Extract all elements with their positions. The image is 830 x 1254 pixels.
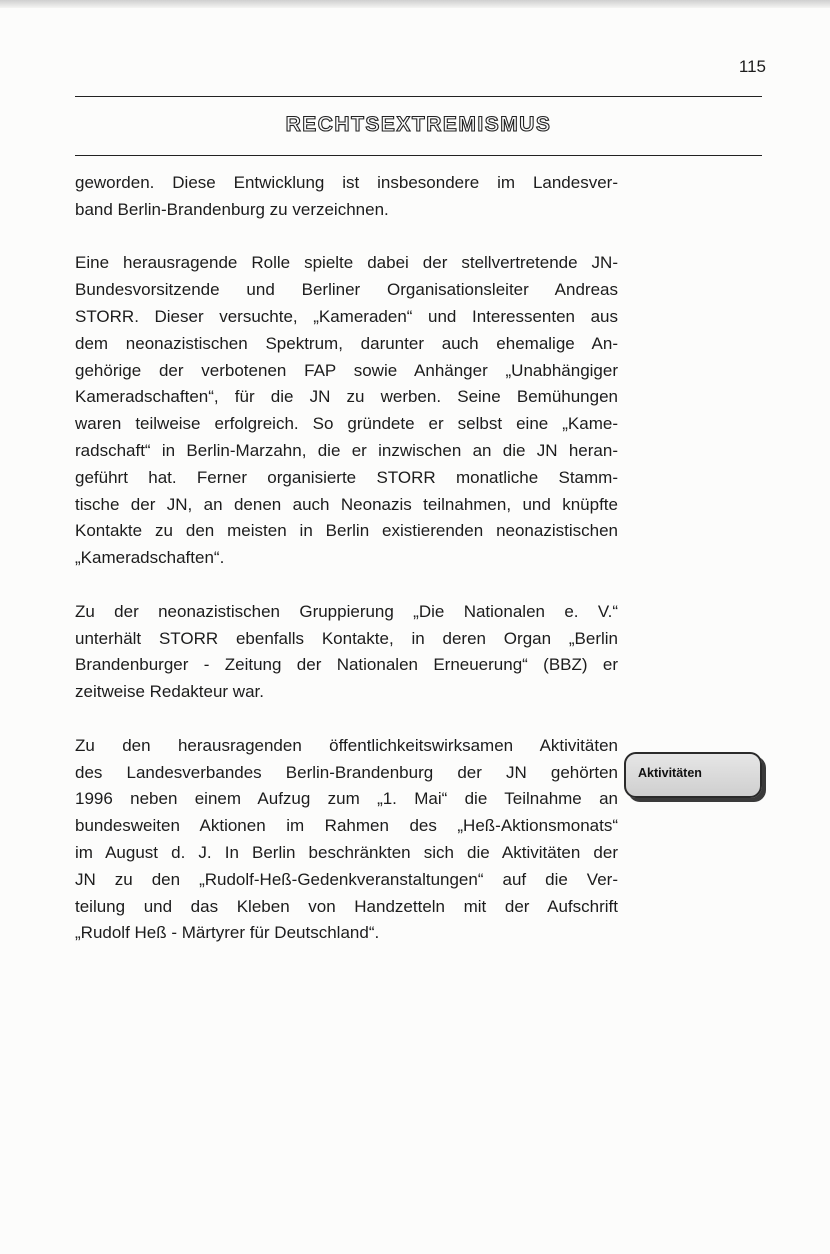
header-rule-bottom [75,155,762,156]
text-line: STORR. Dieser versuchte, „Kameraden“ und Interessenten aus [75,306,618,326]
text-line: Kameradschaften“, für die JN zu werben. Seine Bemühungen [75,387,618,407]
text-line: tische der JN, an denen auch Neonazis teilnahmen, und knüpfte [75,494,618,514]
text-line: teilung und das Kleben von Handzetteln mit der Aufschrift [75,896,618,916]
text-line: geworden. Diese Entwicklung ist insbesondere im Landesver- [75,173,618,192]
running-head: RECHTSEXTREMISMUS [285,113,552,136]
text-line: 1996 neben einem Aufzug zum „1. Mai“ die Teilnahme an [75,789,618,809]
text-line: im August d. J. In Berlin beschränkten sich die Aktivitäten der [75,842,618,862]
text-line: Bundesvorsitzende und Berliner Organisationsleiter Andreas [75,280,618,300]
text-line: dem neonazistischen Spektrum, darunter auch ehemalige An- [75,333,618,353]
page-top-edge [0,0,830,8]
text-line: „Kameradschaften“. [75,548,225,568]
paragraph-2 [75,250,618,572]
text-line: unterhält STORR ebenfalls Kontakte, in deren Organ „Berlin [75,628,618,648]
page-number: 115 [738,57,766,76]
text-line: Zu der neonazistischen Gruppierung „Die Nationalen e. V.“ [75,601,618,621]
margin-note-box [624,752,762,798]
text-line: bundesweiten Aktionen im Rahmen des „Heß-Aktionsmonats“ [75,816,618,836]
text-line: Kontakte zu den meisten in Berlin existierenden neonazistischen [75,521,618,541]
margin-note-label: Aktivitäten [638,766,702,780]
paragraph-3 [75,599,618,706]
text-line: Eine herausragende Rolle spielte dabei der stellvertretende JN- [75,253,618,273]
body-text [75,170,618,974]
text-line: JN zu den „Rudolf-Heß-Gedenkveranstaltungen“ auf die Ver- [75,869,618,889]
paragraph-4 [75,733,618,947]
text-line: radschaft“ in Berlin-Marzahn, die er inzwischen an die JN heran- [75,440,618,460]
text-line: zeitweise Redakteur war. [75,682,264,702]
text-line: „Rudolf Heß - Märtyrer für Deutschland“. [75,923,380,943]
paragraph-1 [75,170,618,224]
text-line: waren teilweise erfolgreich. So gründete er selbst eine „Kame- [75,414,618,434]
text-line: Brandenburger - Zeitung der Nationalen Erneuerung“ (BBZ) er [75,655,618,675]
text-line: des Landesverbandes Berlin-Brandenburg der JN gehörten [75,762,618,782]
header-rule-top [75,96,762,97]
text-line: band Berlin-Brandenburg zu verzeichnen. [75,199,389,219]
text-line: geführt hat. Ferner organisierte STORR monatliche Stamm- [75,467,618,487]
text-line: Zu den herausragenden öffentlichkeitswirksamen Aktivitäten [75,735,618,755]
text-line: gehörige der verbotenen FAP sowie Anhänger „Unabhängiger [75,360,618,380]
